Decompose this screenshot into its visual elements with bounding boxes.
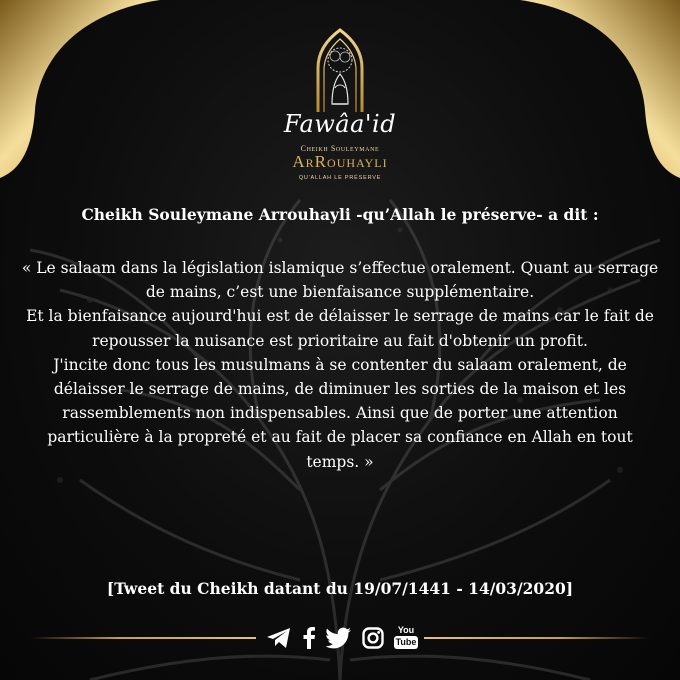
brand-tagline: QU'ALLAH LE PRÉSERVE [298, 175, 382, 181]
brand-script-title: Fawâa'id [283, 110, 397, 138]
social-icons [264, 624, 420, 652]
quote-heading: Cheikh Souleymane Arrouhayli -qu’Allah le préserve- a dit : [81, 205, 599, 224]
divider-right [424, 637, 650, 639]
quote-source: [Tweet du Cheikh datant du 19/07/1441 - 14/03/2020] [106, 579, 574, 598]
youtube-icon[interactable] [394, 625, 418, 651]
facebook-icon[interactable] [302, 627, 316, 649]
brand-name: ArRouhayli [292, 152, 388, 171]
brand-subtitle: Cheikh Souleymane [300, 144, 380, 153]
youtube-label-top: You [397, 625, 415, 635]
social-bar [0, 624, 680, 652]
youtube-label-bottom: Tube [395, 637, 417, 647]
instagram-icon[interactable] [362, 627, 384, 649]
arch-emblem-icon [313, 28, 367, 112]
quote-paragraph-1: « Le salaam dans la législation islamique s’effectue oralement. Quant au serrage de mains, c’est une bienfaisance supplémentaire. [21, 259, 659, 302]
quote-paragraph-2: Et la bienfaisance aujourd'hui est de délaisser le serrage de mains car le fait de repousser la nuisance est prioritaire au fait d'obtenir un profit. [26, 307, 654, 350]
twitter-icon[interactable] [326, 627, 352, 649]
brand-logo [270, 28, 410, 188]
quote-paragraph-3: J'incite donc tous les musulmans à se contenter du salaam oralement, de délaisser le serrage de mains, de diminuer les sorties de la maison et les rassemblements non indispensables. Ainsi que de porter une attention particulière à la propreté et au fait de placer sa confiance en Allah en tout temps. » [47, 355, 633, 471]
quote-body [20, 256, 660, 474]
telegram-icon[interactable] [266, 627, 292, 649]
divider-left [30, 637, 256, 639]
